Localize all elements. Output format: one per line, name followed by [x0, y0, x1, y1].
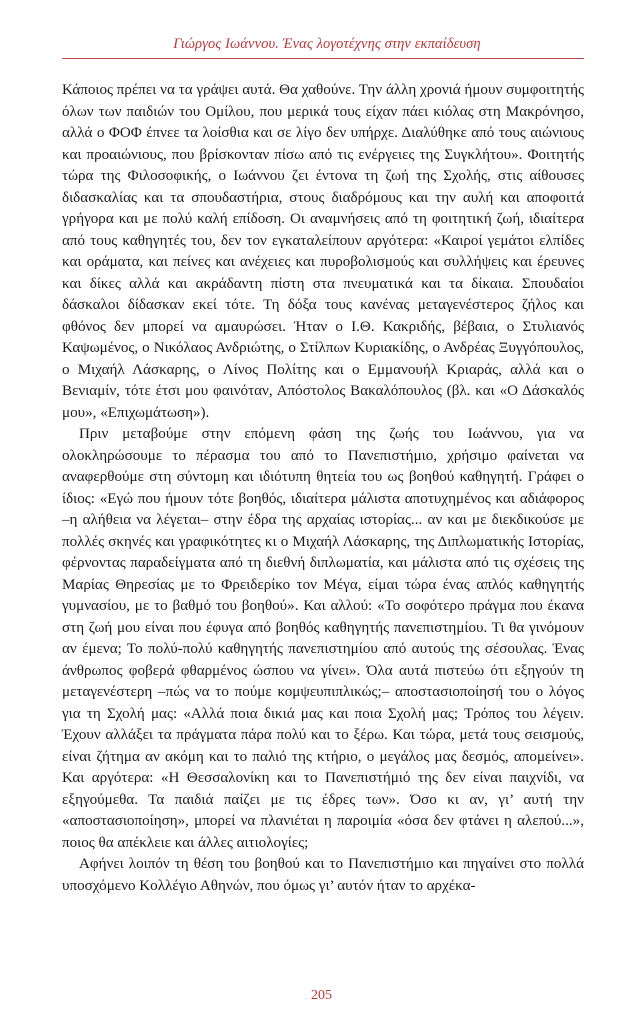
running-title: Γιώργος Ιωάννου. Ένας λογοτέχνης στην εκπαίδευση: [173, 36, 481, 52]
paragraph-1: Κάποιος πρέπει να τα γράψει αυτά. Θα χαθούνε. Την άλλη χρονιά ήμουν συμφοιτητής όλων των παιδιών του Ομίλου, που μερικά τους είχαν πάει κιόλας στη Μακρόνησο, αλλά ο ΦΟΦ έπνεε τα λοίσθια και σε λίγο δεν υπήρχε. Διαλύθηκε από τους αιώνιους και προαιώνιους, που βρίσκονταν πίσω από τις ενέργειες της Συγκλήτου». Φοιτητής τώρα της Φιλοσοφικής, ο Ιωάννου ζει έντονα τη ζωή της Σχολής, στις αίθουσες διδασκαλίας και τα σπουδαστήρια, στους διαδρόμους και την αυλή και αποφοιτά γρήγορα και με πολύ καλή επίδοση. Οι αναμνήσεις από τη φοιτητική ζωή, ιδιαίτερα από τους καθηγητές του, δεν τον εγκαταλείπουν αργότερα: «Καιροί γεμάτοι ελπίδες και οράματα, και πείνες και ανέχειες και πυροβολισμούς και συλλήψεις και έρευνες και δίκες αλλά και ακράδαντη πίστη στα πνευματικά και τα δίκαια. Σπουδαίοι δάσκαλοι δίδασκαν εκεί τότε. Τη δόξα τους κανένας μεταγενέστερος ζήλος και φθόνος δεν μπορεί να αμαυρώσει. Ήταν ο Ι.Θ. Κακριδής, βέβαια, ο Στυλιανός Καψωμένος, ο Νικόλαος Ανδριώτης, ο Στίλπων Κυριακίδης, ο Ανδρέας Ξυγγόπουλος, ο Μιχαήλ Λάσκαρης, ο Λίνος Πολίτης και ο Εμμανουήλ Κριαράς, αλλά και ο Βενιαμίν, τότε έτσι μου φαινόταν, Απόστολος Βακαλόπουλος (βλ. και «Ο Δάσκαλός μου», «Επιχωμάτωση»).: [62, 82, 584, 421]
body-text: [62, 80, 584, 897]
paragraph-2: Πριν μεταβούμε στην επόμενη φάση της ζωής του Ιωάννου, για να ολοκληρώσουμε το πέρασμα του από το Πανεπιστήμιο, χρήσιμο φαίνεται να αναφερθούμε στη σύντομη και ιδιότυπη θητεία του ως βοηθού καθηγητή. Γράφει ο ίδιος: «Εγώ που ήμουν τότε βοηθός, ιδιαίτερα μάλιστα αποτυχημένος και αδιάφορος –η αλήθεια να λέγεται– στην έδρα της αρχαίας ιστορίας... αν και με διεκδικούσε με πολλές σκηνές και γραφικότητες κι ο Μιχαήλ Λάσκαρης, της Διπλωματικής Ιστορίας, φέρνοντας παραδείγματα από τη διεθνή διπλωματία, και μάλιστα από τις σχέσεις της Μαρίας Θηρεσίας με το Φρειδερίκο τον Μέγα, είμαι τώρα ένας απλός καθηγητής γυμνασίου, με το βαθμό του βοηθού». Και αλλού: «Το σοφότερο πράγμα που έκανα στη ζωή μου είναι που έφυγα από βοηθός καθηγητής πανεπιστημίου. Τι θα γινόμουν αν έμενα; Το πολύ-πολύ καθηγητής πανεπιστημίου από αυτούς της σέσουλας. Ένας άνθρωπος φοβερά φθαρμένος ώσπου να γίνει». Όλα αυτά πιστεύω ότι εξηγούν τη μεταγενέστερη –πώς να το πούμε κομψευπιπλικώς;– αποστασιοποίησή του ο λόγος για τη Σχολή μας: «Αλλά ποια δικιά μας και ποια Σχολή μας; Τρόπος του λέγειν. Έχουν αλλάξει τα πράγματα πάρα πολύ και το ξέρω. Και τώρα, μετά τους σεισμούς, είναι ζήτημα αν ακόμη και το παλιό της κτήριο, ο μεγάλος μας δεσμός, απομείνει». Και αργότερα: «Η Θεσσαλονίκη και το Πανεπιστήμιό της δεν είναι παιχνίδι, να εξηγούμεθα. Τα παιδιά παίζει με τις έδρες των». Όσο κι αν, γι’ αυτή την «αποστασιοποίηση», μπορεί να πλανιέται η παροιμία «όσα δεν φτάνει η αλεπού...», ποιος θα απέκλειε και άλλες αιτιολογίες;: [62, 426, 584, 851]
paragraph-3: Αφήνει λοιπόν τη θέση του βοηθού και το Πανεπιστήμιο και πηγαίνει στο πολλά υποσχόμενο Κολλέγιο Αθηνών, που όμως γι’ αυτόν ήταν το αρχέκα-: [62, 856, 584, 894]
page-number: 205: [311, 988, 332, 1003]
header-rule: [62, 58, 584, 59]
